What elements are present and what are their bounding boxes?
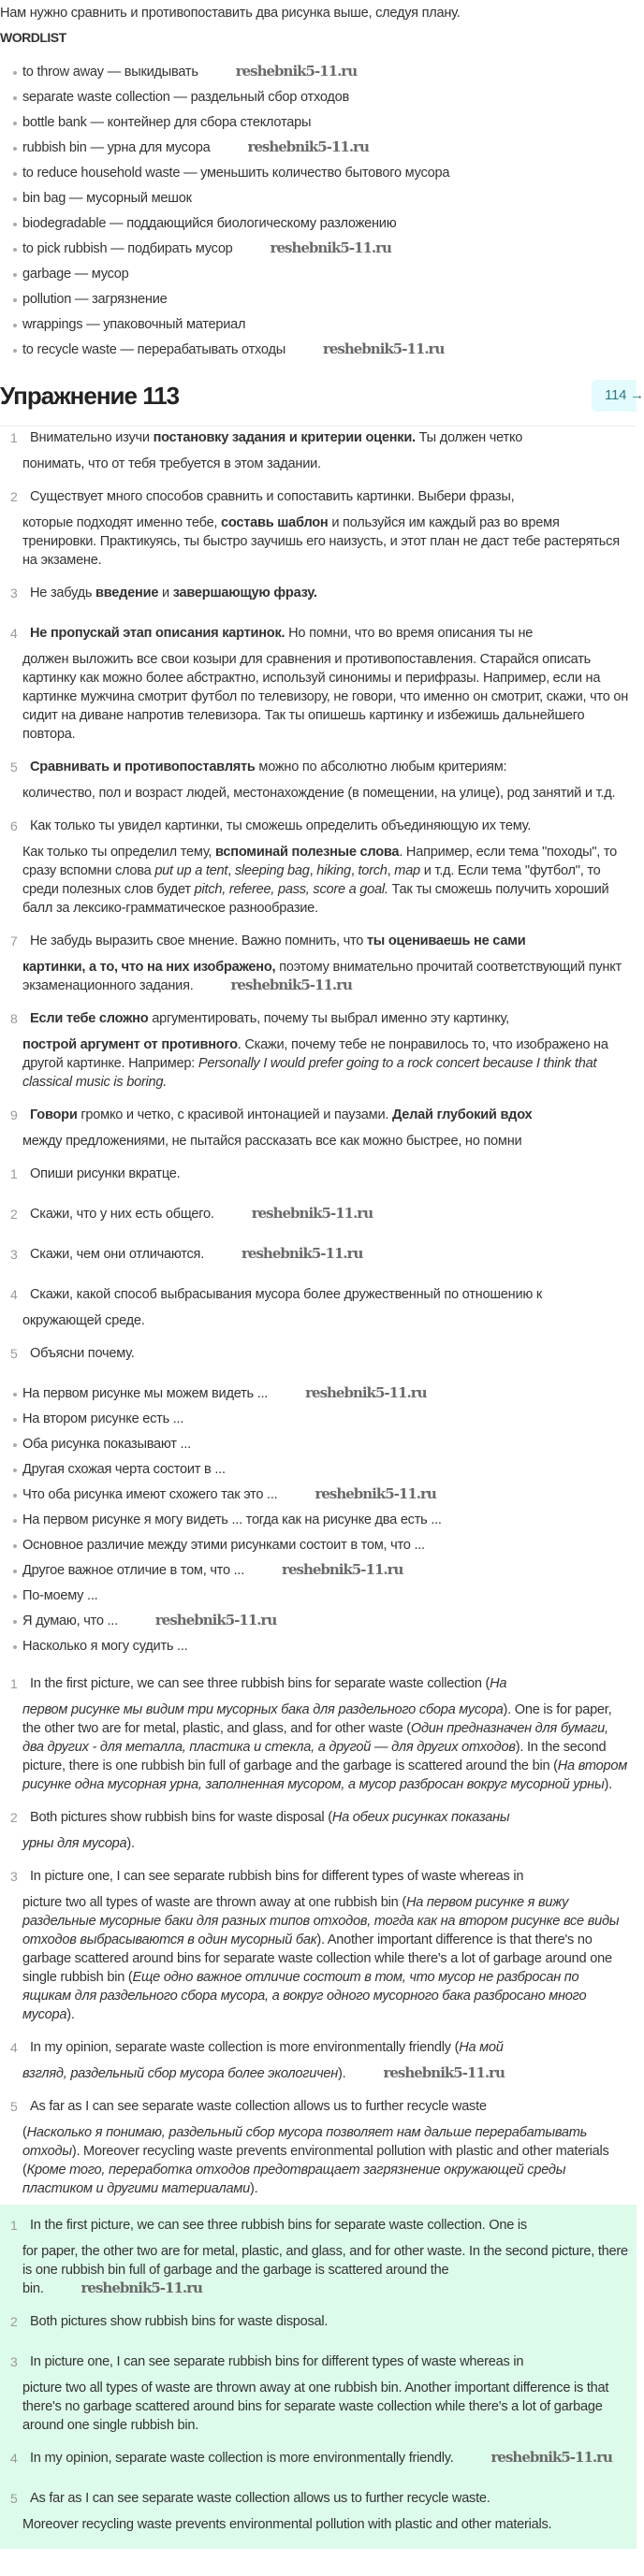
item-continuation (0, 2515, 637, 2534)
wordlist-item (0, 265, 637, 283)
answers-item (0, 2097, 637, 2198)
item-first-line (0, 2038, 637, 2057)
text-segment: As far as I can see separate waste collection allows us to further recycle waste (30, 2099, 487, 2114)
plan-item (0, 1165, 637, 1191)
item-number: 4 (10, 626, 18, 641)
item-first-line (0, 817, 637, 835)
text-segment: . Например, если тема "походы", то сразу вспомни слова (22, 845, 617, 878)
bold-text: постановку задания и критерии оценки. (153, 430, 416, 445)
item-number: 2 (10, 1810, 18, 1825)
italic-text: На первом рисунке я вижу раздельные мусорные баки для разных типов отходов, тогда как на втором рисунке все виды отходов выбрасываются в один мусорный бак (22, 1895, 620, 1947)
phrases-item (0, 1384, 637, 1403)
wordlist-item-text: separate waste collection — раздельный сбор отходов (22, 90, 350, 105)
item-number: 1 (10, 2218, 18, 2233)
text-segment: количество, пол и возраст людей, местонахождение (в помещении, на улице), род занятий и т.д. (22, 786, 616, 801)
item-first-line (0, 932, 637, 950)
wordlist-item (0, 88, 637, 107)
wordlist-item-text: to reduce household waste — уменьшить количество бытового мусора (22, 166, 450, 181)
item-continuation (0, 1183, 637, 1191)
wordlist-item (0, 164, 637, 182)
answers_clean-item (0, 2449, 637, 2475)
item-first-line (0, 487, 637, 506)
text-segment: и (158, 586, 173, 601)
text-segment: Both pictures show rubbish bins for waste disposal ( (30, 1810, 332, 1825)
phrases-item (0, 1536, 637, 1555)
text-segment: picture two all types of waste are thrown away at one rubbish bin. Another important difference is that there's no garbage scattered around bins for separate waste collection while there's a lot of garbage around one single rubbish bin. (22, 2381, 609, 2433)
tips-item (0, 1106, 637, 1151)
text-segment: между предложениями, не пытайся рассказать все как можно быстрее, но помни (22, 1134, 522, 1149)
item-number: 5 (10, 1346, 18, 1361)
tips-list (0, 428, 637, 1151)
watermark: reshebnik5-11.ru (282, 1561, 403, 1578)
italic-text: hiking (316, 863, 351, 878)
text-segment: In the first picture, we can see three rubbish bins for separate waste collection ( (30, 1676, 490, 1691)
bold-text: Говори (30, 1107, 78, 1122)
italic-text: На втором рисунке одна мусорная урна, заполненная мусором, а мусор разбросан вокруг мусорной урны (22, 1758, 628, 1792)
item-continuation (0, 1700, 637, 1794)
phrases-item-text: Что оба рисунка имеют схожего так это ... (22, 1487, 278, 1502)
bold-text: завершающую фразу. (172, 586, 317, 601)
item-continuation (0, 602, 637, 610)
text-segment: In picture one, I can see separate rubbish bins for different types of waste whereas in (30, 2354, 524, 2369)
watermark: reshebnik5-11.ru (247, 138, 369, 155)
text-segment: ). Moreover recycling waste prevents environmental pollution with plastic and other materials ( (22, 2144, 609, 2178)
italic-text: Personally I would prefer going to a rock concert because I think that classical music is boring. (22, 1056, 597, 1090)
text-segment: должен выложить все свои козыри для сравнения и противопоставления. Старайся описать картинку как можно более абстрактно, используй синонимы и перифразы. Например, если на картинке мужчина смотрит футбол по телевизору, не говори, что именно он смотрит, скажи, что он сидит на диване напротив телевизора. Так ты опишешь картинку и избежишь дальнейшего повтора. (22, 652, 629, 742)
watermark: reshebnik5-11.ru (315, 1485, 436, 1502)
watermark: reshebnik5-11.ru (154, 1612, 277, 1628)
text-segment: громко и четко, с красивой интонацией и паузами. (77, 1107, 392, 1122)
item-first-line (0, 1245, 637, 1264)
plan-list (0, 1165, 637, 1370)
answers_clean-item (0, 2312, 637, 2338)
bold-text: ты оцениваешь не сами (366, 933, 526, 948)
item-first-line (0, 1165, 637, 1183)
item-first-line (0, 2097, 637, 2116)
item-first-line (0, 1674, 637, 1693)
item-continuation (0, 784, 637, 803)
wordlist-item (0, 138, 637, 157)
wordlist-item-text: to throw away — выкидывать (22, 65, 198, 80)
item-first-line (0, 2449, 637, 2467)
item-first-line (0, 758, 637, 776)
bold-text: Делай глубокий вдох (391, 1107, 533, 1122)
item-number: 3 (10, 2354, 18, 2369)
italic-text: put up a tent (154, 863, 228, 878)
item-number: 3 (10, 1247, 18, 1262)
answers-item (0, 1674, 637, 1794)
bold-text: картинки, а то, что на них изображено, (22, 960, 276, 975)
wordlist-item (0, 315, 637, 334)
answers-item (0, 2038, 637, 2083)
text-segment: In the first picture, we can see three rubbish bins for separate waste collection. One is (30, 2218, 527, 2233)
item-continuation (0, 1132, 637, 1151)
item-continuation (0, 650, 637, 744)
wordlist-item-text: to pick rubbish — подбирать мусор (22, 241, 233, 256)
watermark: reshebnik5-11.ru (235, 63, 358, 80)
item-continuation (0, 2123, 637, 2198)
exercise-header (0, 379, 644, 412)
divider (0, 426, 637, 427)
bold-text: составь шаблон (221, 515, 329, 530)
text-segment: picture two all types of waste are thrown away at one rubbish bin ( (22, 1895, 406, 1910)
text-segment: Moreover recycling waste prevents environmental pollution with plastic and other materials. (22, 2517, 552, 2532)
item-continuation (0, 1223, 637, 1231)
wordlist-item (0, 214, 637, 233)
plan-item (0, 1285, 637, 1330)
text-segment: Опиши рисунки вкратце. (30, 1166, 181, 1181)
phrases-item (0, 1612, 637, 1630)
phrases-item-text: На втором рисунке есть ... (22, 1411, 184, 1426)
text-segment: , (227, 863, 235, 878)
text-segment: ). (66, 2007, 75, 2022)
plan-item (0, 1205, 637, 1231)
wordlist-item-text: bin bag — мусорный мешок (22, 191, 192, 206)
watermark: reshebnik5-11.ru (242, 1245, 363, 1262)
wordlist (0, 63, 637, 359)
item-first-line (0, 624, 637, 643)
wordlist-item (0, 113, 637, 132)
phrases-item-text: Оба рисунка показывают ... (22, 1437, 191, 1452)
text-segment: Объясни почему. (30, 1346, 135, 1361)
item-continuation (0, 1363, 637, 1370)
text-segment: for paper, the other two are for metal, plastic, and glass, and for other waste. In the second picture, there is one rubbish bin full of garbage and the garbage is scattered around the bin. (22, 2244, 628, 2296)
item-number: 2 (10, 1207, 18, 1222)
text-segment: окружающей среде. (22, 1313, 145, 1328)
item-first-line (0, 1009, 637, 1028)
item-continuation (0, 2379, 637, 2435)
text-segment: In my opinion, separate waste collection is more environmentally friendly ( (30, 2040, 460, 2055)
bold-text: введение (95, 586, 159, 601)
text-segment: Скажи, чем они отличаются. (30, 1247, 205, 1262)
item-number: 4 (10, 2040, 18, 2055)
tips-item (0, 487, 637, 570)
text-segment: , (309, 863, 317, 878)
watermark: reshebnik5-11.ru (251, 1205, 373, 1222)
wordlist-item (0, 63, 637, 81)
answers_clean-item (0, 2216, 637, 2298)
item-continuation (0, 843, 637, 918)
text-segment: и пользуйся им каждый раз во время тренировки. Практикуясь, ты быстро заучишь его наизусть, и этот план не даст тебе растеряться на экзамене. (22, 515, 620, 568)
item-number: 1 (10, 430, 18, 445)
item-continuation (0, 1834, 637, 1853)
wordlist-item-text: wrappings — упаковочный материал (22, 317, 246, 332)
tips-item (0, 1009, 637, 1092)
text-segment: In picture one, I can see separate rubbish bins for different types of waste whereas in (30, 1869, 524, 1884)
item-first-line (0, 1808, 637, 1827)
phrases-item-text: Другая схожая черта состоит в ... (22, 1462, 226, 1477)
wordlist-item (0, 189, 637, 208)
item-first-line (0, 2489, 637, 2508)
text-segment: Скажи, что у них есть общего. (30, 1207, 214, 1222)
item-continuation (0, 1893, 637, 2024)
text-segment: ). (338, 2066, 346, 2081)
italic-text: Один предназначен для бумаги, два других - для металла, пластика и стекла, а другой — для других отходов (22, 1721, 608, 1755)
phrases-item-text: Основное различие между этими рисунками состоит в том, что ... (22, 1538, 425, 1553)
tips-item (0, 428, 637, 473)
item-number: 5 (10, 2099, 18, 2114)
answers_clean-item (0, 2489, 637, 2534)
italic-text: На мой (459, 2040, 504, 2055)
text-segment: Внимательно изучи (30, 430, 154, 445)
italic-text: Насколько я понимаю, раздельный сбор мусора позволяет нам дальше перерабатывать отходы (22, 2125, 588, 2159)
item-number: 5 (10, 2491, 18, 2506)
item-number: 2 (10, 489, 18, 504)
answers-item (0, 1867, 637, 2024)
text-segment: понимать, что от тебя требуется в этом задании. (22, 456, 321, 471)
watermark: reshebnik5-11.ru (322, 340, 445, 357)
bold-text: Сравнивать и противопоставлять (30, 760, 256, 774)
item-continuation (0, 1264, 637, 1271)
text-segment: поэтому внимательно прочитай соответствующий пункт экзаменационного задания. (22, 960, 622, 993)
text-segment: аргументировать, почему ты выбрал именно эту картинку, (148, 1011, 509, 1026)
phrases-item (0, 1511, 637, 1529)
item-number: 5 (10, 760, 18, 774)
text-segment: Так ты сможешь получить хороший балл за лексико-грамматическое разнообразие. (22, 882, 609, 916)
phrases-item (0, 1410, 637, 1428)
tips-item (0, 932, 637, 995)
wordlist-title: WORDLIST (0, 30, 66, 45)
text-segment: , (350, 863, 359, 878)
item-number: 3 (10, 586, 18, 601)
item-number: 9 (10, 1107, 18, 1122)
text-segment: ). (249, 2181, 258, 2196)
phrases-item-text: Я думаю, что ... (22, 1614, 118, 1628)
wordlist-item (0, 340, 637, 359)
wordlist-item (0, 290, 637, 309)
phrases-list (0, 1384, 637, 1656)
wordlist-item-text: bottle bank — контейнер для сбора стеклотары (22, 115, 312, 130)
phrases-item-text: По-моему ... (22, 1588, 98, 1603)
italic-text: первом рисунке мы видим три мусорных бака для раздельного сбора мусора (22, 1702, 504, 1717)
final-answer-list (0, 2216, 637, 2534)
italic-text: На обеих рисунках показаны (331, 1810, 510, 1825)
watermark: reshebnik5-11.ru (230, 977, 352, 993)
text-segment: которые подходят именно тебе, (22, 515, 222, 530)
phrases-item-text: На первом рисунке я могу видеть ... тогда как на рисунке два есть ... (22, 1512, 442, 1527)
item-number: 7 (10, 933, 18, 948)
item-first-line (0, 2312, 637, 2331)
item-number: 6 (10, 818, 18, 833)
phrases-item (0, 1485, 637, 1504)
phrases-item-text: Насколько я могу судить ... (22, 1639, 188, 1654)
text-segment: As far as I can see separate waste collection allows us to further recycle waste. (30, 2491, 490, 2506)
text-segment: Ты должен четко (415, 430, 523, 445)
item-first-line (0, 1285, 637, 1304)
answers-with-translation (0, 1674, 637, 2198)
item-continuation (0, 455, 637, 473)
tips-item (0, 584, 637, 610)
item-first-line (0, 1867, 637, 1886)
wordlist-item-text: biodegradable — поддающийся биологическому разложению (22, 216, 397, 231)
plan-item (0, 1245, 637, 1271)
wordlist-item-text: garbage — мусор (22, 267, 129, 282)
item-continuation (0, 1311, 637, 1330)
plan-item (0, 1344, 637, 1370)
item-first-line (0, 1344, 637, 1363)
italic-text: взгляд, раздельный сбор мусора более экологичен (22, 2066, 339, 2081)
bold-text: построй аргумент от противного (22, 1037, 238, 1052)
item-first-line (0, 1205, 637, 1223)
item-number: 2 (10, 2314, 18, 2329)
italic-text: pitch, referee, pass, score a goal. (194, 882, 388, 897)
text-segment: Как только ты определил тему, (22, 845, 216, 860)
italic-text: Кроме того, переработка отходов предотвращает загрязнение окружающей среды пластиком и другими материалами (22, 2163, 566, 2196)
phrases-item (0, 1637, 637, 1656)
phrases-item-text: Другое важное отличие в том, что ... (22, 1563, 245, 1578)
italic-text: На (490, 1676, 507, 1691)
text-segment: Не забудь (30, 586, 96, 601)
watermark: reshebnik5-11.ru (270, 239, 391, 256)
tips-item (0, 624, 637, 744)
item-number: 3 (10, 1869, 18, 1884)
item-continuation (0, 1035, 637, 1092)
watermark: reshebnik5-11.ru (490, 2449, 612, 2466)
tips-item (0, 758, 637, 803)
tips-item (0, 817, 637, 918)
bold-text: Не пропускай этап описания картинок. (30, 626, 285, 641)
text-segment: In my opinion, separate waste collection is more environmentally friendly. (30, 2451, 454, 2466)
bold-text: вспоминай полезные слова (215, 845, 400, 860)
text-segment: . Скажи, почему тебе не понравилось то, что изображено на другой картинке. Например: (22, 1037, 608, 1071)
item-number: 8 (10, 1011, 18, 1026)
item-first-line (0, 2352, 637, 2371)
item-number: 4 (10, 2451, 18, 2466)
item-number: 1 (10, 1166, 18, 1181)
phrases-item-text: На первом рисунке мы можем видеть ... (22, 1386, 269, 1401)
phrases-item (0, 1561, 637, 1580)
item-number: 4 (10, 1287, 18, 1302)
item-first-line (0, 1106, 637, 1124)
watermark: reshebnik5-11.ru (383, 2064, 505, 2081)
text-segment: и т.д. Если тема "футбол", то среди полезных слов будет (22, 863, 601, 897)
italic-text: map (394, 863, 420, 878)
text-segment: Both pictures show rubbish bins for waste disposal. (30, 2314, 329, 2329)
wordlist-item-text: to recycle waste — перерабатывать отходы (22, 342, 285, 357)
text-segment: Скажи, какой способ выбрасывания мусора более дружественный по отношению к (30, 1287, 542, 1302)
italic-text: sleeping bag (234, 863, 310, 878)
text-segment: Существует много способов сравнить и сопоставить картинки. Выбери фразы, (30, 489, 515, 504)
watermark: reshebnik5-11.ru (305, 1384, 427, 1401)
text-segment: ). In the second picture, there is one rubbish bin full of garbage and the garbage is scattered around the bin ( (22, 1740, 607, 1773)
item-first-line (0, 428, 637, 447)
wordlist-item-text: rubbish bin — урна для мусора (22, 140, 211, 155)
text-segment: ( (22, 2125, 27, 2140)
item-continuation (0, 2242, 637, 2298)
wordlist-item (0, 239, 637, 258)
text-segment: можно по абсолютно любым критериям: (255, 760, 507, 774)
text-segment: ). Another important difference is that there's no garbage scattered around bins for separate waste collection while there's a lot of garbage around one single rubbish bin ( (22, 1932, 612, 1985)
item-continuation (0, 2331, 637, 2338)
text-segment: Как только ты увидел картинки, ты сможешь определить объединяющую их тему. (30, 818, 532, 833)
item-continuation (0, 2467, 637, 2475)
next-page-button[interactable]: 114 → (592, 380, 637, 412)
final-answer-panel (0, 2205, 637, 2549)
answers-item (0, 1808, 637, 1853)
answers_clean-item (0, 2352, 637, 2435)
phrases-item (0, 1435, 637, 1454)
text-segment: ). One is for paper, the other two are for metal, plastic, and glass, and for other waste ( (22, 1702, 612, 1736)
item-first-line (0, 584, 637, 602)
intro-text: Нам нужно сравнить и противопоставить два рисунка выше, следуя плану. (0, 6, 461, 21)
wordlist-item-text: pollution — загрязнение (22, 292, 168, 307)
bold-text: Если тебе сложно (30, 1011, 149, 1026)
italic-text: урны для мусора (22, 1836, 127, 1851)
item-continuation (0, 958, 637, 995)
phrases-item (0, 1460, 637, 1479)
item-number: 1 (10, 1676, 18, 1691)
text-segment: ). (604, 1777, 612, 1792)
exercise-heading: Упражнение 113 (0, 382, 180, 410)
italic-text: Еще одно важное отличие состоит в том, что мусор не разбросан по ящикам для раздельного сбора мусора, а вокруг одного мусорного бака разбросано много мусора (22, 1970, 587, 2022)
item-continuation (0, 514, 637, 570)
item-continuation (0, 2064, 637, 2083)
watermark: reshebnik5-11.ru (80, 2279, 202, 2296)
text-segment: Но помни, что во время описания ты не (285, 626, 534, 641)
item-first-line (0, 2216, 637, 2235)
text-segment: , (387, 863, 395, 878)
italic-text: torch (358, 863, 388, 878)
text-segment: ). (126, 1836, 135, 1851)
text-segment: Не забудь выразить свое мнение. Важно помнить, что (30, 933, 367, 948)
phrases-item (0, 1586, 637, 1605)
